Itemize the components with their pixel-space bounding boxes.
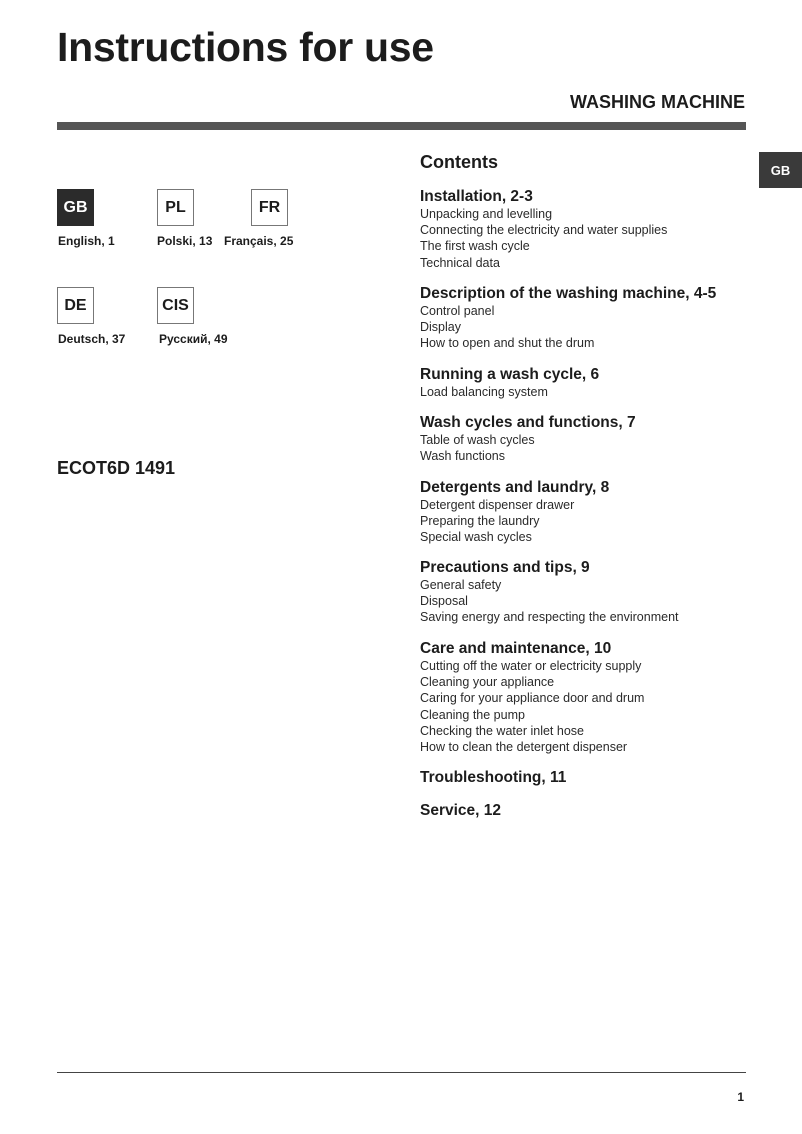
- toc-item: Display: [420, 320, 461, 335]
- toc-section-troubleshooting: [420, 768, 566, 787]
- toc-section-title[interactable]: Description of the washing machine, 4-5: [420, 285, 717, 302]
- language-label-cis: Русский, 49: [159, 332, 228, 346]
- toc-item: Technical data: [420, 255, 500, 270]
- contents-heading: Contents: [420, 152, 498, 172]
- toc-item: Checking the water inlet hose: [420, 723, 584, 738]
- product-type: WASHING MACHINE: [570, 92, 745, 112]
- language-box-pl[interactable]: PL: [157, 189, 194, 226]
- toc-item: Saving energy and respecting the environment: [420, 610, 679, 625]
- toc-item: Cleaning the pump: [420, 707, 525, 722]
- toc-item: Connecting the electricity and water supplies: [420, 223, 668, 238]
- toc-section-title[interactable]: Running a wash cycle, 6: [420, 366, 600, 383]
- toc-item: Wash functions: [420, 449, 505, 464]
- toc-section-title[interactable]: Wash cycles and functions, 7: [420, 414, 636, 431]
- toc-item: How to clean the detergent dispenser: [420, 740, 628, 755]
- toc-section-title[interactable]: Care and maintenance, 10: [420, 640, 612, 657]
- toc-item: Preparing the laundry: [420, 514, 540, 529]
- language-label-fr: Français, 25: [224, 234, 294, 248]
- toc-item: Disposal: [420, 594, 468, 609]
- toc-item: How to open and shut the drum: [420, 336, 595, 351]
- toc-section-title[interactable]: Installation, 2-3: [420, 188, 533, 205]
- toc-item: Cleaning your appliance: [420, 675, 555, 690]
- language-side-tab: GB: [759, 152, 802, 188]
- page-number: 1: [737, 1090, 744, 1104]
- toc-item: Detergent dispenser drawer: [420, 498, 575, 512]
- language-box-cis[interactable]: CIS: [157, 287, 194, 324]
- toc-item: Table of wash cycles: [420, 433, 535, 447]
- language-box-gb[interactable]: GB: [57, 189, 94, 226]
- language-label-gb: English, 1: [58, 234, 115, 248]
- toc-section-wash-cycles: [420, 413, 636, 464]
- language-label-de: Deutsch, 37: [58, 332, 126, 346]
- toc-item: Load balancing system: [420, 385, 548, 399]
- toc-item: Cutting off the water or electricity supply: [420, 659, 642, 673]
- toc-section-description: [420, 284, 716, 352]
- toc-section-title[interactable]: Precautions and tips, 9: [420, 559, 590, 576]
- toc-section-title[interactable]: Troubleshooting, 11: [420, 769, 567, 786]
- language-label-pl: Polski, 13: [157, 234, 213, 248]
- toc-item: Control panel: [420, 304, 495, 318]
- toc-item: Special wash cycles: [420, 530, 532, 545]
- toc-section-detergents: [420, 478, 609, 546]
- toc-section-service: [420, 801, 501, 820]
- toc-section-installation: [420, 187, 667, 271]
- page-title: Instructions for use: [57, 24, 434, 70]
- toc-item: Caring for your appliance door and drum: [420, 691, 645, 706]
- language-box-fr[interactable]: FR: [251, 189, 288, 226]
- toc-item: Unpacking and levelling: [420, 207, 553, 221]
- language-box-de[interactable]: DE: [57, 287, 94, 324]
- toc-section-care: [420, 639, 644, 755]
- toc-item: General safety: [420, 578, 502, 592]
- bottom-divider: [57, 1072, 746, 1073]
- toc-item: The first wash cycle: [420, 239, 530, 254]
- top-divider: [57, 122, 746, 130]
- toc-section-running: [420, 365, 599, 400]
- model-number: ECOT6D 1491: [57, 458, 176, 478]
- toc-section-precautions: [420, 558, 679, 626]
- toc-section-title[interactable]: Service, 12: [420, 802, 502, 819]
- toc-section-title[interactable]: Detergents and laundry, 8: [420, 479, 610, 496]
